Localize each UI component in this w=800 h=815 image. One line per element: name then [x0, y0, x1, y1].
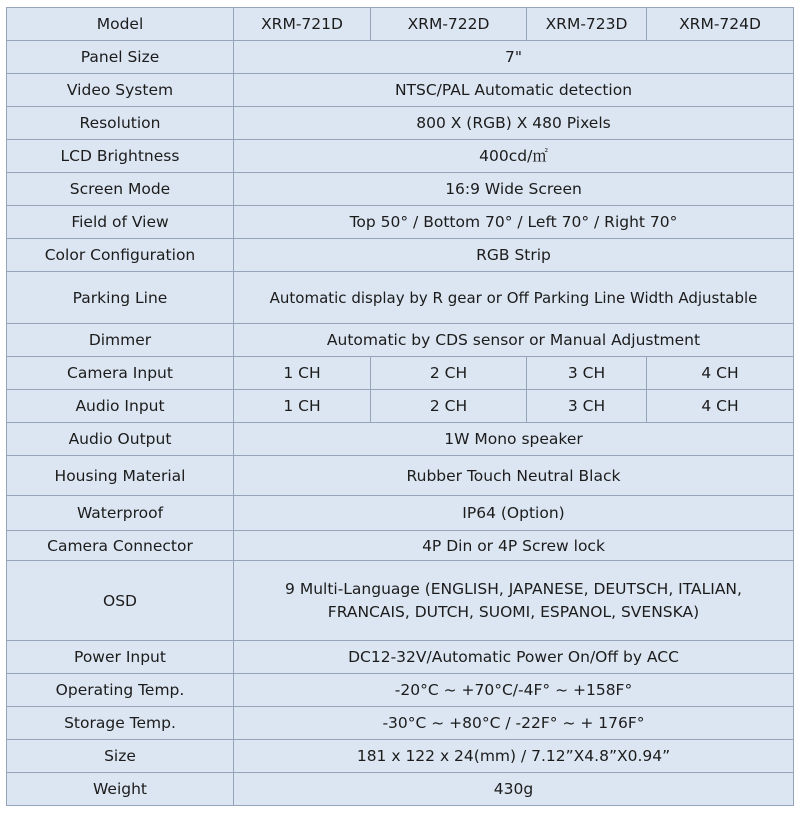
- spec-label: Audio Input: [7, 390, 234, 423]
- spec-row-camera-input: [7, 357, 794, 390]
- channel-value: 2 CH: [371, 357, 527, 390]
- spec-value: Rubber Touch Neutral Black: [234, 456, 794, 496]
- spec-value: IP64 (Option): [234, 496, 794, 531]
- channel-value: 3 CH: [527, 357, 647, 390]
- spec-row-operating-temp: [7, 674, 794, 707]
- spec-row-weight: [7, 773, 794, 806]
- channel-value: 4 CH: [647, 357, 794, 390]
- spec-label: Panel Size: [7, 41, 234, 74]
- spec-row-panel-size: [7, 41, 794, 74]
- spec-label: Audio Output: [7, 423, 234, 456]
- spec-row-lcd-brightness: [7, 140, 794, 173]
- spec-value: 7": [234, 41, 794, 74]
- spec-row-screen-mode: [7, 173, 794, 206]
- spec-label: Storage Temp.: [7, 707, 234, 740]
- channel-value: 3 CH: [527, 390, 647, 423]
- spec-value: 16:9 Wide Screen: [234, 173, 794, 206]
- spec-label: Housing Material: [7, 456, 234, 496]
- spec-value: NTSC/PAL Automatic detection: [234, 74, 794, 107]
- spec-label: Power Input: [7, 641, 234, 674]
- spec-row-audio-input: [7, 390, 794, 423]
- model-label: Model: [7, 8, 234, 41]
- spec-label: Size: [7, 740, 234, 773]
- spec-value: -20°C ~ +70°C/-4F° ~ +158F°: [234, 674, 794, 707]
- spec-label: Waterproof: [7, 496, 234, 531]
- spec-row-size: [7, 740, 794, 773]
- spec-value: 4P Din or 4P Screw lock: [234, 531, 794, 561]
- spec-value: Automatic by CDS sensor or Manual Adjustment: [234, 324, 794, 357]
- spec-row-color-configuration: [7, 239, 794, 272]
- spec-row-video-system: [7, 74, 794, 107]
- spec-label: LCD Brightness: [7, 140, 234, 173]
- osd-line: FRANCAIS, DUTCH, SUOMI, ESPANOL, SVENSKA): [327, 602, 700, 621]
- model-name: XRM-723D: [527, 8, 647, 41]
- spec-row-parking-line: [7, 272, 794, 324]
- model-row: [7, 8, 794, 41]
- spec-value: 181 x 122 x 24(mm) / 7.12”X4.8”X0.94”: [234, 740, 794, 773]
- spec-label: Camera Input: [7, 357, 234, 390]
- spec-row-osd: [7, 561, 794, 641]
- channel-value: 1 CH: [234, 390, 371, 423]
- spec-label: Screen Mode: [7, 173, 234, 206]
- spec-label: Dimmer: [7, 324, 234, 357]
- spec-value: RGB Strip: [234, 239, 794, 272]
- spec-label: Camera Connector: [7, 531, 234, 561]
- spec-row-dimmer: [7, 324, 794, 357]
- spec-label: Parking Line: [7, 272, 234, 324]
- spec-label: Weight: [7, 773, 234, 806]
- spec-row-housing-material: [7, 456, 794, 496]
- spec-row-waterproof: [7, 496, 794, 531]
- spec-label: Operating Temp.: [7, 674, 234, 707]
- spec-label: Video System: [7, 74, 234, 107]
- model-name: XRM-721D: [234, 8, 371, 41]
- channel-value: 4 CH: [647, 390, 794, 423]
- model-name: XRM-722D: [371, 8, 527, 41]
- spec-row-resolution: [7, 107, 794, 140]
- spec-label: Resolution: [7, 107, 234, 140]
- spec-label: Field of View: [7, 206, 234, 239]
- spec-value: 400cd/㎡: [234, 140, 794, 173]
- channel-value: 1 CH: [234, 357, 371, 390]
- spec-value: -30°C ~ +80°C / -22F° ~ + 176F°: [234, 707, 794, 740]
- spec-row-power-input: [7, 641, 794, 674]
- model-name: XRM-724D: [647, 8, 794, 41]
- spec-value: DC12-32V/Automatic Power On/Off by ACC: [234, 641, 794, 674]
- spec-value: Top 50° / Bottom 70° / Left 70° / Right 70°: [234, 206, 794, 239]
- channel-value: 2 CH: [371, 390, 527, 423]
- osd-line: 9 Multi-Language (ENGLISH, JAPANESE, DEUTSCH, ITALIAN,: [285, 579, 742, 598]
- spec-label: Color Configuration: [7, 239, 234, 272]
- spec-value-osd: [234, 561, 794, 641]
- spec-row-field-of-view: [7, 206, 794, 239]
- spec-row-audio-output: [7, 423, 794, 456]
- spec-table: [6, 7, 794, 806]
- spec-row-camera-connector: [7, 531, 794, 561]
- spec-value: 800 X (RGB) X 480 Pixels: [234, 107, 794, 140]
- spec-value: Automatic display by R gear or Off Parking Line Width Adjustable: [234, 272, 794, 324]
- spec-label: OSD: [7, 561, 234, 641]
- spec-value: 430g: [234, 773, 794, 806]
- spec-value: 1W Mono speaker: [234, 423, 794, 456]
- spec-row-storage-temp: [7, 707, 794, 740]
- spec-sheet: [6, 7, 793, 806]
